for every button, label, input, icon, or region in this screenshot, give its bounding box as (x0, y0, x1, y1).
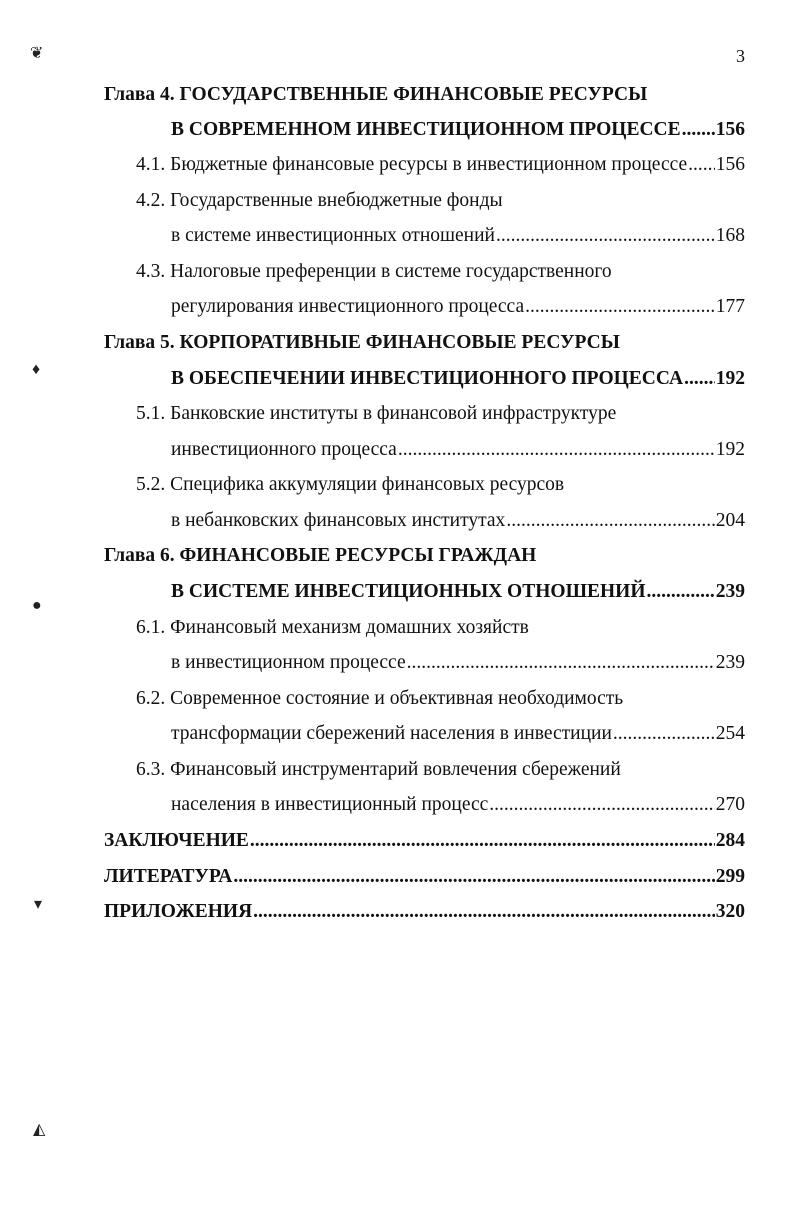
scan-speck: ♦ (32, 361, 41, 378)
section-6-1-entry[interactable] (171, 648, 745, 678)
dot-leader (684, 364, 715, 394)
section-6-2-entry[interactable] (171, 719, 745, 749)
section-5-1-entry[interactable] (171, 435, 745, 465)
dot-leader (496, 221, 715, 251)
section-4-2-entry[interactable] (171, 221, 745, 251)
scan-speck: ● (32, 597, 42, 614)
section-4-2-title-line2: в системе инвестиционных отношений (171, 225, 495, 246)
chapter-4-title-line1: Глава 4. ГОСУДАРСТВЕННЫЕ ФИНАНСОВЫЕ РЕСУРСЫ (104, 84, 648, 105)
section-6-1-title-line2: в инвестиционном процессе (171, 652, 406, 673)
page-number: 3 (736, 46, 745, 66)
dot-leader (688, 150, 715, 180)
section-6-2-title-line1: 6.2. Современное состояние и объективная необходимость (136, 688, 624, 709)
section-4-3-page: 177 (715, 296, 745, 317)
section-6-3-page: 270 (715, 794, 745, 815)
chapter-6-title-line1: Глава 6. ФИНАНСОВЫЕ РЕСУРСЫ ГРАЖДАН (104, 545, 537, 566)
dot-leader (233, 862, 714, 892)
section-5-2-title-line2: в небанковских финансовых институтах (171, 510, 506, 531)
section-5-2-entry[interactable] (171, 506, 745, 536)
appendices-title: ПРИЛОЖЕНИЯ (104, 901, 253, 922)
section-6-1-page: 239 (715, 652, 745, 673)
dot-leader (398, 435, 715, 465)
section-4-3-title-line1: 4.3. Налоговые преференции в системе государственного (136, 261, 612, 282)
section-4-3-entry[interactable] (171, 292, 745, 322)
section-6-1-title-line1: 6.1. Финансовый механизм домашних хозяйств (136, 617, 529, 638)
scan-speck: ◭ (33, 1121, 46, 1138)
appendices-entry[interactable] (104, 897, 745, 927)
dot-leader (489, 790, 714, 820)
section-4-2-title-line1: 4.2. Государственные внебюджетные фонды (136, 190, 503, 211)
chapter-4-entry[interactable] (171, 115, 745, 145)
section-4-2-page: 168 (715, 225, 745, 246)
section-6-2-page: 254 (715, 723, 745, 744)
dot-leader (647, 577, 715, 607)
conclusion-page: 284 (715, 830, 745, 851)
section-5-1-page: 192 (715, 439, 745, 460)
dot-leader (613, 719, 715, 749)
dot-leader (525, 292, 715, 322)
conclusion-entry[interactable] (104, 826, 745, 856)
section-5-2-title-line1: 5.2. Специфика аккумуляции финансовых ресурсов (136, 474, 565, 495)
section-5-1-title-line1: 5.1. Банковские институты в финансовой инфраструктуре (136, 403, 617, 424)
section-6-2-title-line2: трансформации сбережений населения в инвестиции (171, 723, 612, 744)
dot-leader (506, 506, 714, 536)
dot-leader (682, 115, 715, 145)
scan-speck: ▾ (34, 896, 43, 913)
dot-leader (250, 826, 715, 856)
dot-leader (253, 897, 715, 927)
literature-page: 299 (715, 866, 745, 887)
chapter-6-page: 239 (715, 581, 745, 602)
section-5-1-title-line2: инвестиционного процесса (171, 439, 397, 460)
section-5-2-page: 204 (715, 510, 745, 531)
chapter-6-title-line2: В СИСТЕМЕ ИНВЕСТИЦИОННЫХ ОТНОШЕНИЙ (171, 581, 646, 602)
literature-title: ЛИТЕРАТУРА (104, 866, 233, 887)
literature-entry[interactable] (104, 862, 745, 892)
chapter-5-title-line2: В ОБЕСПЕЧЕНИИ ИНВЕСТИЦИОННОГО ПРОЦЕССА (171, 368, 684, 389)
section-4-1-entry[interactable] (136, 150, 745, 180)
section-4-1-page: 156 (715, 154, 745, 175)
section-6-3-title-line1: 6.3. Финансовый инструментарий вовлечения сбережений (136, 759, 621, 780)
section-4-3-title-line2: регулирования инвестиционного процесса (171, 296, 525, 317)
chapter-4-title-line2: В СОВРЕМЕННОМ ИНВЕСТИЦИОННОМ ПРОЦЕССЕ (171, 119, 681, 140)
chapter-5-title-line1: Глава 5. КОРПОРАТИВНЫЕ ФИНАНСОВЫЕ РЕСУРСЫ (104, 332, 620, 353)
scan-speck: ❦ (30, 45, 44, 62)
chapter-5-page: 192 (715, 368, 745, 389)
section-6-3-entry[interactable] (171, 790, 745, 820)
chapter-5-entry[interactable] (171, 364, 745, 394)
conclusion-title: ЗАКЛЮЧЕНИЕ (104, 830, 249, 851)
appendices-page: 320 (715, 901, 745, 922)
section-4-1-title: 4.1. Бюджетные финансовые ресурсы в инвестиционном процессе (136, 154, 688, 175)
section-6-3-title-line2: населения в инвестиционный процесс (171, 794, 489, 815)
chapter-6-entry[interactable] (171, 577, 745, 607)
chapter-4-page: 156 (715, 119, 745, 140)
dot-leader (407, 648, 715, 678)
